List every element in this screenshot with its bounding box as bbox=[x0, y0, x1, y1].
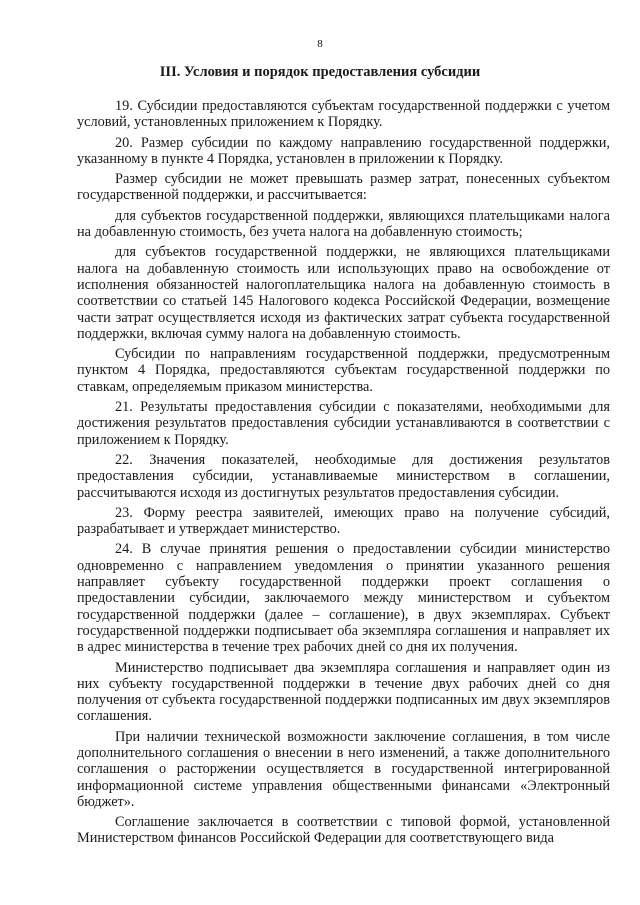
paragraph-vat-payers: для субъектов государственной поддержки, являющихся плательщиками налога на добавленную стоимость, без учета налога на добавленную стоимость; bbox=[77, 207, 610, 241]
paragraph-standard-form: Соглашение заключается в соответствии с типовой формой, установленной Министерством финансов Российской Федерации для соответствующего вида bbox=[77, 814, 610, 847]
paragraph-rates: Субсидии по направлениям государственной поддержки, предусмотренным пунктом 4 Порядка, предоставляются субъектам государственной поддержки по ставкам, определяемым приказом министерства. bbox=[77, 346, 610, 395]
paragraph-20: 20. Размер субсидии по каждому направлению государственной поддержки, указанному в пункте 4 Порядка, установлен в приложении к Порядку. bbox=[77, 134, 610, 167]
document-body bbox=[77, 98, 610, 851]
paragraph-22: 22. Значения показателей, необходимые для достижения результатов предоставления субсидии, устанавливаемые министерством в соглашении, рассчитываются исходя из достигнутых результатов предоставления субсидии. bbox=[77, 451, 610, 501]
paragraph-21: 21. Результаты предоставления субсидии с показателями, необходимыми для достижения результатов предоставления субсидии устанавливаются в соответствии с приложением к Порядку. bbox=[77, 399, 610, 448]
paragraph-subsidy-limit: Размер субсидии не может превышать размер затрат, понесенных субъектом государственной поддержки, и рассчитывается: bbox=[77, 171, 610, 204]
paragraph-non-vat-payers: для субъектов государственной поддержки, не являющихся плательщиками налога на добавленную стоимость или использующих право на освобождение от исполнения обязанностей налогоплательщика налога на добавленную стоимость в соответствии со статьей 145 Налогового кодекса Российской Федерации, возмещение части затрат осуществляется исходя из фактических затрат субъекта государственной поддержки, включая сумму налога на добавленную стоимость. bbox=[77, 244, 610, 342]
page-number: 8 bbox=[317, 38, 323, 50]
paragraph-electronic-budget: При наличии технической возможности заключение соглашения, в том числе дополнительного соглашения о внесении в него изменений, а также дополнительного соглашения о расторжении осуществляется в государственной интегрированной информационной системе управления общественными финансами «Электронный бюджет». bbox=[77, 728, 610, 810]
section-heading: III. Условия и порядок предоставления субсидии bbox=[159, 64, 481, 80]
paragraph-signing: Министерство подписывает два экземпляра соглашения и направляет один из них субъекту государственной поддержки в течение двух рабочих дней со дня получения от субъекта государственной поддержки подписанных им двух экземпляров соглашения. bbox=[77, 659, 610, 725]
paragraph-23: 23. Форму реестра заявителей, имеющих право на получение субсидий, разрабатывает и утверждает министерство. bbox=[77, 504, 610, 538]
paragraph-24: 24. В случае принятия решения о предоставлении субсидии министерство одновременно с направлением уведомления о принятии указанного решения направляет субъекту государственной поддержки проект соглашения о предоставлении субсидии, заключаемого между министерством и субъектом государственной поддержки (далее – соглашение), в двух экземплярах. Субъект государственной поддержки подписывает оба экземпляра соглашения и направляет их в адрес министерства в течение трех рабочих дней со дня их получения. bbox=[77, 541, 610, 656]
paragraph-19: 19. Субсидии предоставляются субъектам государственной поддержки с учетом условий, установленных приложением к Порядку. bbox=[77, 98, 610, 131]
